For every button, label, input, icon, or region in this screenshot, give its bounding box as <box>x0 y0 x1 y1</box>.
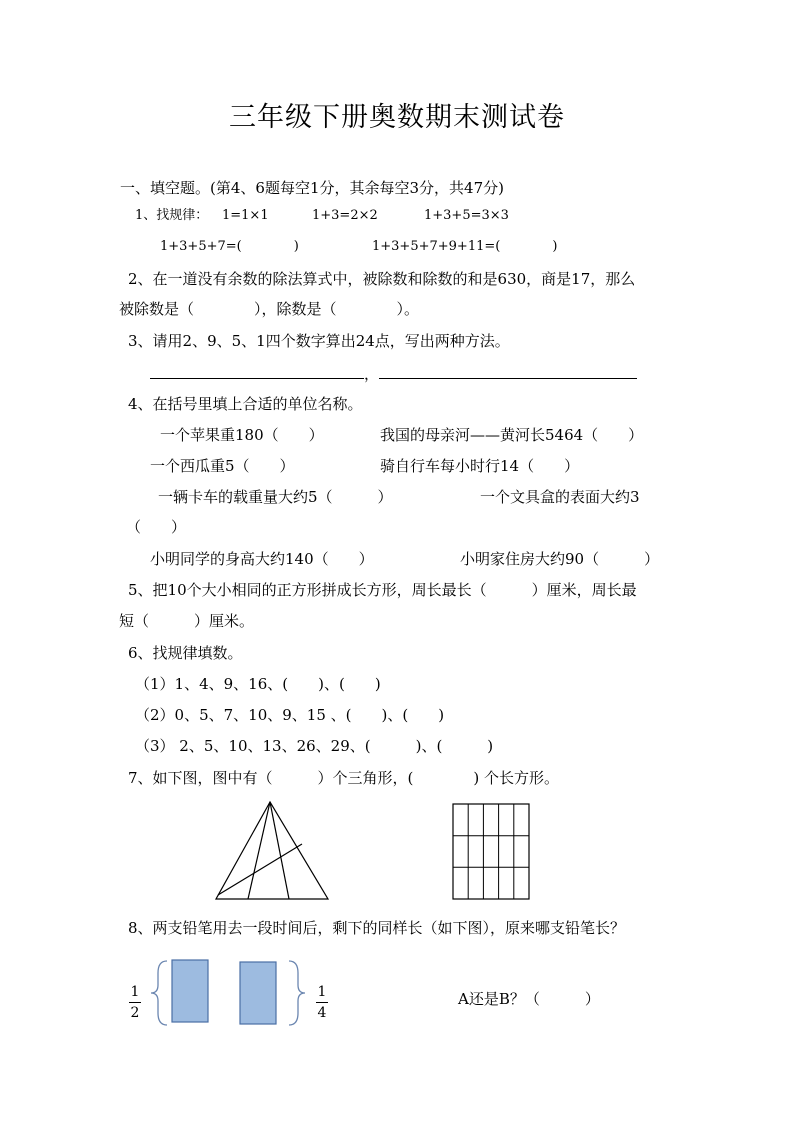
left-brace-icon <box>151 961 167 1025</box>
fraction-numerator: 1 <box>317 984 327 1000</box>
q4-item-bicycle[interactable]: 骑自行车每小时行14（ ） <box>380 457 580 475</box>
pencil-b-rect <box>240 962 276 1024</box>
q3-blank-2[interactable] <box>379 364 637 379</box>
q1-expr-1: 1=1×1 <box>222 208 269 223</box>
q1-expr-2: 1+3=2×2 <box>312 208 378 223</box>
q3-blank-1[interactable] <box>150 364 364 379</box>
q7-outer-triangle <box>216 802 328 899</box>
q4-item-yellow-river[interactable]: 我国的母亲河——黄河长5464（ ） <box>380 426 644 444</box>
fraction-one-quarter <box>316 984 328 1021</box>
q5-line-2[interactable]: 短（ ）厘米。 <box>119 612 255 630</box>
q6-text: 6、找规律填数。 <box>128 644 243 662</box>
q4-item-apple[interactable]: 一个苹果重180（ ） <box>160 426 324 444</box>
q4-item-house[interactable]: 小明家住房大约90（ ） <box>460 550 660 568</box>
q2-line-2[interactable]: 被除数是（ ），除数是（ ）。 <box>119 300 420 318</box>
fraction-one-half <box>129 984 141 1021</box>
q3-answer-line[interactable] <box>150 364 637 384</box>
q8-question[interactable]: A还是B？（ ） <box>458 990 600 1008</box>
fraction-denominator: 4 <box>316 1002 328 1021</box>
q4-item-pencil-box-blank[interactable]: （ ） <box>126 518 187 536</box>
q3-separator: ， <box>364 365 380 383</box>
q2-line-1: 2、在一道没有余数的除法算式中，被除数和除数的和是630，商是17，那么 <box>128 270 636 288</box>
q1-label: 1、找规律： <box>135 208 209 223</box>
q7-cross-line <box>218 844 302 895</box>
q4-item-watermelon[interactable]: 一个西瓜重5（ ） <box>150 457 295 475</box>
q7-grid-border <box>453 804 529 899</box>
q7-text[interactable]: 7、如下图，图中有（ ）个三角形，( ) 个长方形。 <box>128 769 560 787</box>
q6-sequence-1[interactable]: （1）1、4、9、16、( )、( ) <box>135 675 381 693</box>
fraction-numerator: 1 <box>130 984 140 1000</box>
q4-item-height[interactable]: 小明同学的身高大约140（ ） <box>150 550 374 568</box>
section-1-heading: 一、填空题。(第4、6题每空1分，其余每空3分，共47分) <box>120 179 504 197</box>
q5-line-1[interactable]: 5、把10个大小相同的正方形拼成长方形，周长最长（ ）厘米，周长最 <box>128 581 637 599</box>
q1-expr-3: 1+3+5=3×3 <box>424 208 509 223</box>
pencil-a-rect <box>172 960 208 1022</box>
q7-triangle-figure <box>210 800 335 902</box>
q3-text: 3、请用2、9、5、1四个数字算出24点，写出两种方法。 <box>128 332 510 350</box>
q1-expr-4[interactable]: 1+3+5+7=( ) <box>160 239 299 254</box>
q7-inner-line-2 <box>270 802 289 899</box>
q6-sequence-2[interactable]: （2）0、5、7、10、9、15 、( )、( ) <box>135 706 445 724</box>
q8-text: 8、两支铅笔用去一段时间后，剩下的同样长（如下图），原来哪支铅笔长？ <box>128 919 626 937</box>
q4-item-truck[interactable]: 一辆卡车的载重量大约5（ ） <box>158 488 393 506</box>
pencils-figure <box>150 958 310 1028</box>
q4-text: 4、在括号里填上合适的单位名称。 <box>128 395 363 413</box>
q7-inner-line-1 <box>248 802 270 899</box>
q4-item-pencil-box: 一个文具盒的表面大约3 <box>480 488 640 506</box>
right-brace-icon <box>289 961 305 1025</box>
page-title: 三年级下册奥数期末测试卷 <box>229 102 565 133</box>
fraction-denominator: 2 <box>129 1002 141 1021</box>
q1-expr-5[interactable]: 1+3+5+7+9+11=( ) <box>372 239 558 254</box>
q7-grid-figure <box>452 803 532 901</box>
q6-sequence-3[interactable]: （3） 2、5、10、13、26、29、( )、( ) <box>135 737 494 755</box>
